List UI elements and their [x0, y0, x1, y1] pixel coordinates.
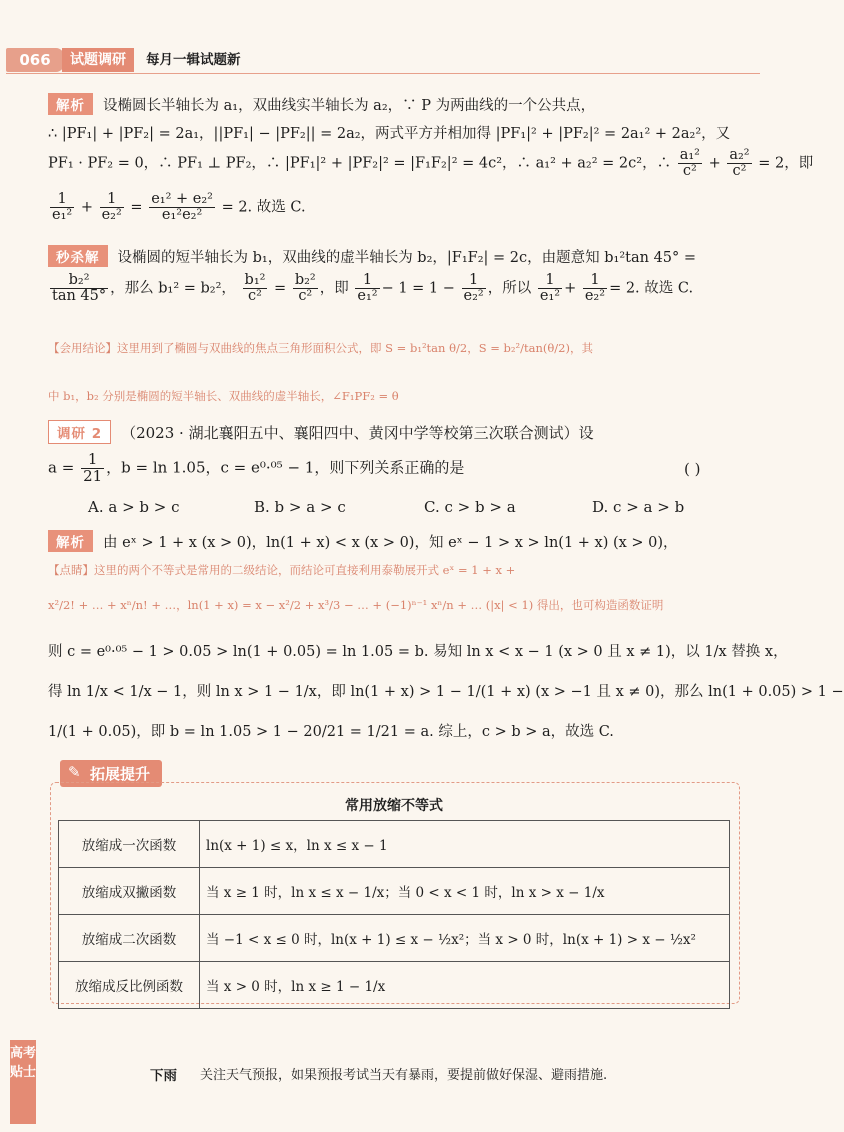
analysis1-line1: 解析 设椭圆长半轴长为 a₁，双曲线实半轴长为 a₂，∵ P 为两曲线的一个公共点， [48, 93, 744, 115]
note-conclusion-line1: 【会用结论】这里用到了椭圆与双曲线的焦点三角形面积公式，即 S = b₁²tan θ/2，S = b₂²/tan(θ/2)，其 [48, 341, 593, 355]
fraction: $\frac{\text{a₂²}}{\text{c²}}$ [729, 147, 750, 180]
analysis-tag: 解析 [48, 93, 93, 115]
footer-label: 下雨 [150, 1068, 177, 1084]
inequality-table [58, 820, 730, 1009]
table-row: 放缩成双撇函数 当 x ≥ 1 时，ln x ≤ x − 1/x；当 0 < x < 1 时，ln x > x − 1/x [59, 868, 730, 915]
extend-tag: ✎ 拓展提升 [60, 760, 162, 787]
fraction: $\frac{\text{a₁²}}{\text{c²}}$ [679, 147, 700, 180]
analysis2-line4: 1/(1 + 0.05)，即 b = ln 1.05 > 1 − 20/21 = 1/21 = a. 综上，c > b > a，故选 C. [48, 724, 614, 740]
research2-line1: 调研 2 （2023 · 湖北襄阳五中、襄阳四中、黄冈中学等校第三次联合测试）设 [48, 420, 744, 444]
analysis1-line4: $\frac{1}{\text{e₁²}}$ + $\frac{1}{\text{e₂²}}$ = $\frac{\text{e₁² + e₂²}}{\text{e₁²e₂²}}$ = 2. 故选 C. [52, 191, 306, 224]
fraction: $\frac{1}{\text{e₂²}}$ [463, 272, 484, 305]
answer-bracket: ( ) [684, 460, 701, 478]
analysis2-line1: 解析 由 eˣ > 1 + x (x > 0)，ln(1 + x) < x (x > 0)，知 eˣ − 1 > x > ln(1 + x) (x > 0)， [48, 530, 744, 552]
table-row: 放缩成二次函数 当 −1 < x ≤ 0 时，ln(x + 1) ≤ x − ½x²；当 x > 0 时，ln(x + 1) > x − ½x² [59, 915, 730, 962]
header-rule [6, 73, 760, 74]
fraction: $\frac{1}{\text{e₁²}}$ [539, 272, 561, 305]
fraction: $\frac{1}{\text{e₂²}}$ [584, 272, 606, 305]
quick-line2: $\frac{\text{b₂²}}{\tan 45^\circ}$ ，那么 b₁² = b₂²， $\frac{\text{b₁²}}{\text{c²}}$ = $\frac{\text{b₂²}}{\text{c²}}$ ，即 $\frac{1}{\text{e₁²}}$ − 1 = 1 − $\frac{1}{\text{e₂²}}$ ，所以 $\frac{1}{\text{e₁²}}$ + $\frac{1}{\text{e₂²}}$ = 2. 故选 C. [52, 272, 694, 305]
analysis2-line2: 则 c = e⁰·⁰⁵ − 1 > 0.05 > ln(1 + 0.05) = ln 1.05 = b. 易知 ln x < x − 1 (x > 0 且 x ≠ 1)，以 1/x 替换 x， [48, 644, 788, 660]
header-subtitle: 每月一辑试题新 [146, 52, 241, 68]
table-row: 放缩成反比例函数 当 x > 0 时，ln x ≥ 1 − 1/x [59, 962, 730, 1009]
fraction: $\frac{\text{b₂²}}{\tan 45^\circ}$ [52, 272, 107, 305]
analysis-tag: 解析 [48, 530, 93, 552]
page-number: 066 [6, 48, 64, 72]
fraction: $\frac{1}{\text{e₁²}}$ [357, 272, 378, 305]
option-c: C. c > b > a [424, 498, 516, 516]
note-conclusion-line2: 中 b₁，b₂ 分别是椭圆的短半轴长、双曲线的虚半轴长，∠F₁PF₂ = θ [48, 389, 399, 403]
option-a: A. a > b > c [88, 498, 180, 516]
fraction: $\frac{\text{b₁²}}{\text{c²}}$ [244, 272, 266, 305]
note-key-line2: x²/2! + … + xⁿ/n! + …，ln(1 + x) = x − x²/2 + x³/3 − … + (−1)ⁿ⁻¹ xⁿ/n + … (|x| < 1) 得出，也可构造函数证明 [48, 598, 664, 612]
footer-text: 关注天气预报，如果预报考试当天有暴雨，要提前做好保湿、避雨措施. [200, 1068, 608, 1083]
option-b: B. b > a > c [254, 498, 346, 516]
quick-line1: 秒杀解 设椭圆的短半轴长为 b₁，双曲线的虚半轴长为 b₂，|F₁F₂| = 2c，由题意知 b₁²tan 45° = [48, 245, 744, 267]
analysis1-line3: PF₁ · PF₂ = 0，∴ PF₁ ⊥ PF₂，∴ |PF₁|² + |PF₂|² = |F₁F₂|² = 4c²，∴ a₁² + a₂² = 2c²，∴ $\frac{\text{a₁²}}{\text{c²}}$ + $\frac{\text{a₂²}}{\text{c²}}$ = 2，即 [48, 147, 814, 180]
table-title: 常用放缩不等式 [345, 798, 443, 814]
research2-line2: a = $\frac{1}{21}$ ，b = ln 1.05，c = e⁰·⁰⁵ − 1，则下列关系正确的是 [48, 450, 465, 485]
fraction: $\frac{\text{e₁² + e₂²}}{\text{e₁²e₂²}}$ [151, 191, 213, 224]
fraction: $\frac{1}{\text{e₁²}}$ [52, 191, 73, 224]
pencil-icon: ✎ [68, 763, 81, 781]
fraction: $\frac{1}{\text{e₂²}}$ [101, 191, 122, 224]
side-tip-label: 高考贴士 [10, 1040, 36, 1124]
option-d: D. c > a > b [592, 498, 685, 516]
fraction: $\frac{1}{21}$ [83, 450, 103, 485]
note-key-line1: 【点睛】这里的两个不等式是常用的二级结论，而结论可直接利用泰勒展开式 eˣ = 1 + x + [48, 563, 516, 577]
section-title: 试题调研 [62, 48, 134, 72]
research2-tag: 调研 2 [48, 420, 111, 444]
fraction: $\frac{\text{b₂²}}{\text{c²}}$ [294, 272, 316, 305]
analysis1-line2: ∴ |PF₁| + |PF₂| = 2a₁，||PF₁| − |PF₂|| = 2a₂，两式平方并相加得 |PF₁|² + |PF₂|² = 2a₁² + 2a₂²，又 [48, 126, 731, 142]
analysis2-line3: 得 ln 1/x < 1/x − 1，则 ln x > 1 − 1/x，即 ln(1 + x) > 1 − 1/(1 + x) (x > −1 且 x ≠ 0)，那么 ln(1 + 0.05) > 1 − [48, 684, 844, 700]
table-row: 放缩成一次函数 ln(x + 1) ≤ x，ln x ≤ x − 1 [59, 821, 730, 868]
quick-tag: 秒杀解 [48, 245, 108, 267]
